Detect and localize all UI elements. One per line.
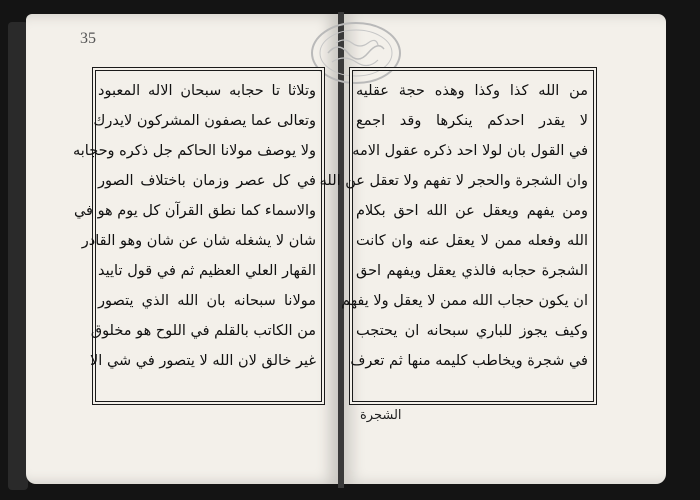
- folio-number: 35: [80, 30, 96, 47]
- text-line: وان الشجرة والحجر لا تفهم ولا تعقل عن الله: [319, 173, 588, 189]
- right-page-text: [319, 76, 588, 376]
- text-line: في القول بان لولا احد ذكره عقول الامه: [352, 143, 588, 159]
- text-line: القهار العلي العظيم ثم في قول تاييد: [98, 263, 316, 279]
- text-line: مولانا سبحانه بان الله الذي يتصور: [98, 293, 316, 309]
- text-line: من الكاتب بالقلم في اللوح هو مخلوق: [90, 323, 316, 339]
- text-line: ان يكون حجاب الله ممن لا يعقل ولا يفهم: [341, 293, 588, 309]
- text-line: شان لا يشغله شان عن شان وهو القادر: [81, 233, 316, 249]
- text-line: والاسماء كما نطق القرآن كل يوم هو في: [73, 203, 316, 219]
- text-line: الله وفعله ممن لا يعقل عنه وان كانت: [356, 233, 588, 249]
- text-line: في كل عصر وزمان باختلاف الصور: [98, 173, 316, 189]
- text-line: في شجرة ويخاطب كليمه منها ثم تعرف: [350, 353, 588, 369]
- page-edges: [8, 22, 28, 490]
- text-line: لا يقدر احدكم ينكرها وقد اجمع: [356, 113, 588, 129]
- text-line: ومن يفهم ويعقل عن الله احق بكلام: [356, 203, 588, 219]
- text-line: الشجرة حجابه فالذي يعقل ويفهم احق: [356, 263, 588, 279]
- catchword: الشجرة: [360, 408, 402, 423]
- text-line: وتعالى عما يصفون المشركون لايدرك: [93, 113, 316, 129]
- text-line: من الله كذا وكذا وهذه حجة عقليه: [356, 83, 588, 99]
- left-page-text: [73, 76, 316, 376]
- text-line: وتلاثا تا حجابه سبحان الاله المعبود: [98, 83, 316, 99]
- text-line: ولا يوصف مولانا الحاكم جل ذكره وحجابه: [73, 143, 316, 159]
- text-line: وكيف يجوز للباري سبحانه ان يحتجب: [356, 323, 588, 339]
- text-line: غير خالق لان الله لا يتصور في شي الا: [90, 353, 316, 369]
